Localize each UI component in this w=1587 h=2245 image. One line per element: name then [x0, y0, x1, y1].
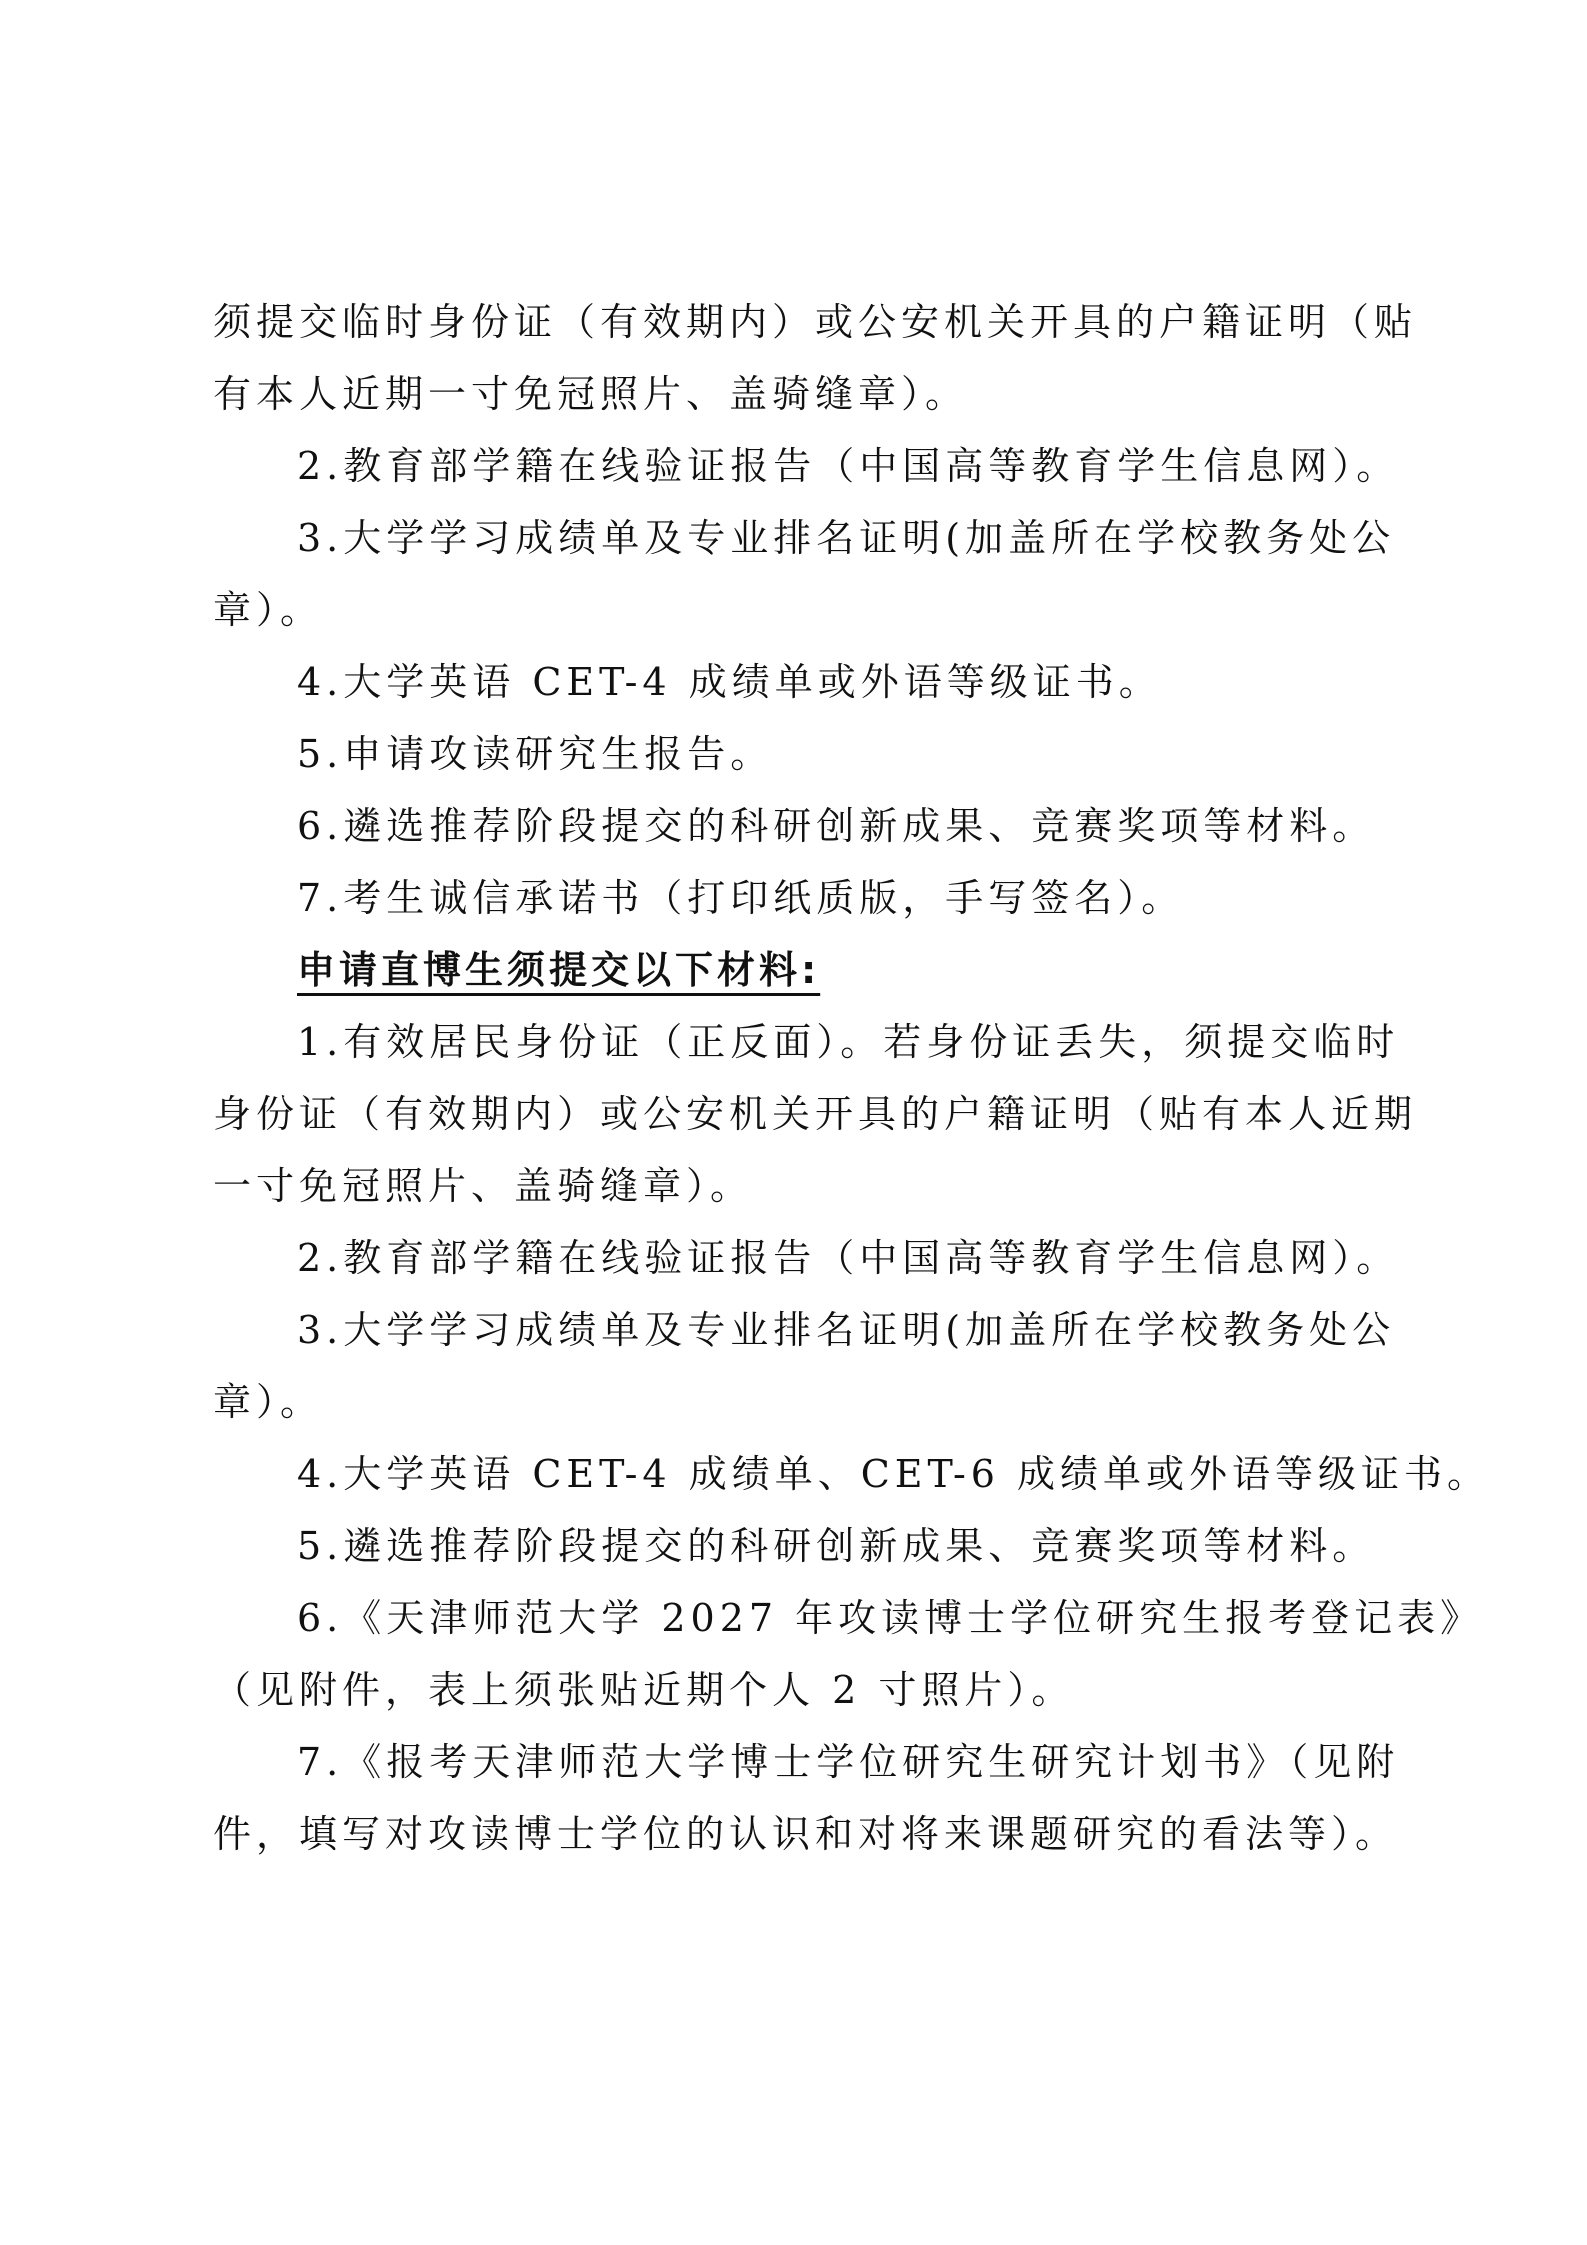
list-item: 6.遴选推荐阶段提交的科研创新成果、竞赛奖项等材料。 — [297, 804, 1376, 848]
list-item: 5.遴选推荐阶段提交的科研创新成果、竞赛奖项等材料。 — [297, 1524, 1376, 1568]
paragraph-line: 有本人近期一寸免冠照片、盖骑缝章）。 — [213, 372, 969, 416]
list-item: 3.大学学习成绩单及专业排名证明(加盖所在学校教务处公 — [297, 516, 1396, 560]
paragraph-line: 须提交临时身份证（有效期内）或公安机关开具的户籍证明（贴 — [213, 300, 1418, 344]
paragraph-line: 件，填写对攻读博士学位的认识和对将来课题研究的看法等）。 — [213, 1812, 1399, 1856]
list-item: 4.大学英语 CET-4 成绩单或外语等级证书。 — [297, 660, 1162, 704]
list-item: 3.大学学习成绩单及专业排名证明(加盖所在学校教务处公 — [297, 1308, 1396, 1352]
list-item: 1.有效居民身份证（正反面）。若身份证丢失，须提交临时 — [297, 1020, 1400, 1064]
list-item: 6.《天津师范大学 2027 年攻读博士学位研究生报考登记表》 — [297, 1596, 1484, 1640]
list-item: 4.大学英语 CET-4 成绩单、CET-6 成绩单或外语等级证书。 — [297, 1452, 1491, 1496]
paragraph-line: 身份证（有效期内）或公安机关开具的户籍证明（贴有本人近期 — [213, 1092, 1418, 1136]
list-item: 7.《报考天津师范大学博士学位研究生研究计划书》（见附 — [297, 1740, 1400, 1784]
list-item: 2.教育部学籍在线验证报告（中国高等教育学生信息网）。 — [297, 444, 1400, 488]
document-body — [213, 286, 1491, 1870]
paragraph-line: 章）。 — [213, 588, 324, 632]
paragraph-line: 一寸免冠照片、盖骑缝章）。 — [213, 1164, 754, 1208]
list-item: 7.考生诚信承诺书（打印纸质版，手写签名）。 — [297, 876, 1185, 920]
section-heading: 申请直博生须提交以下材料: — [297, 948, 821, 992]
paragraph-line: 章）。 — [213, 1380, 324, 1424]
paragraph-line: （见附件，表上须张贴近期个人 2 寸照片）。 — [213, 1668, 1075, 1712]
list-item: 2.教育部学籍在线验证报告（中国高等教育学生信息网）。 — [297, 1236, 1400, 1280]
list-item: 5.申请攻读研究生报告。 — [297, 732, 774, 776]
